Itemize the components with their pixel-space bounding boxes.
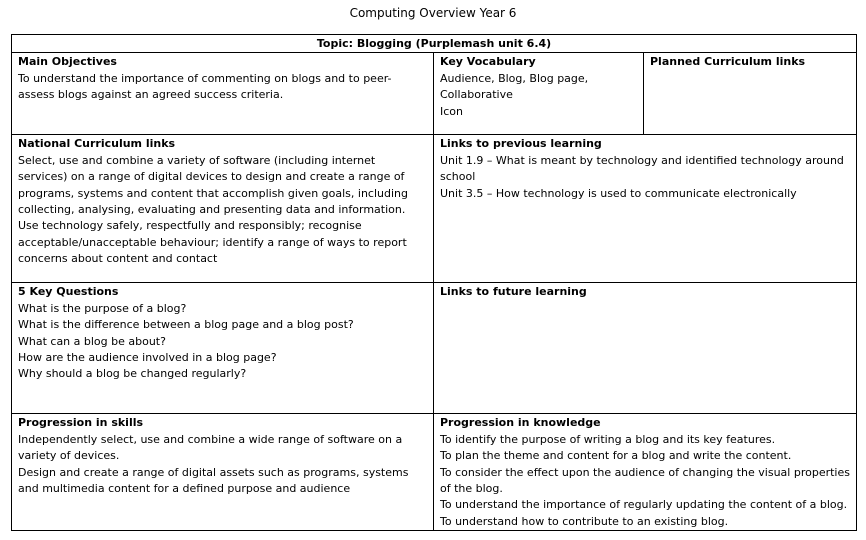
overview-table bbox=[11, 34, 857, 531]
key-question-item: Why should a blog be changed regularly? bbox=[18, 367, 247, 381]
progression-in-knowledge-heading: Progression in knowledge bbox=[440, 416, 601, 430]
links-to-previous-learning-heading: Links to previous learning bbox=[440, 137, 602, 151]
key-vocabulary-line: Collaborative bbox=[440, 88, 513, 102]
progression-in-skills-cell bbox=[12, 414, 434, 531]
skills-item: Independently select, use and combine a wide range of software on a variety of devices. bbox=[18, 432, 403, 463]
national-curriculum-paragraph: Use technology safely, respectfully and responsibly; recognise acceptable/unacceptable behaviour; identify a range of ways to report concerns about content and contact bbox=[18, 219, 407, 266]
skills-item: Design and create a range of digital assets such as programs, systems and multimedia content for a defined purpose and audience bbox=[18, 465, 409, 496]
links-to-future-learning-heading: Links to future learning bbox=[440, 285, 587, 299]
links-to-previous-learning-cell bbox=[434, 135, 857, 283]
previous-learning-item: Unit 1.9 – What is meant by technology and identified technology around school bbox=[440, 153, 844, 184]
key-question-item: What can a blog be about? bbox=[18, 334, 166, 348]
knowledge-item: To understand the importance of regularly updating the content of a blog. bbox=[440, 498, 848, 512]
key-vocabulary-cell bbox=[434, 53, 644, 135]
key-question-item: What is the difference between a blog page and a blog post? bbox=[18, 318, 354, 332]
key-questions-heading: 5 Key Questions bbox=[18, 285, 119, 299]
key-vocabulary-line: Audience, Blog, Blog page, bbox=[440, 71, 589, 85]
knowledge-item: To consider the effect upon the audience of changing the visual properties of the blog. bbox=[440, 465, 850, 496]
knowledge-item: To understand how to contribute to an existing blog. bbox=[440, 514, 729, 528]
main-objectives-heading: Main Objectives bbox=[18, 55, 117, 69]
progression-in-skills-heading: Progression in skills bbox=[18, 416, 144, 430]
national-curriculum-links-cell bbox=[12, 135, 434, 283]
key-questions-cell bbox=[12, 283, 434, 414]
key-question-item: How are the audience involved in a blog page? bbox=[18, 351, 277, 365]
knowledge-item: To identify the purpose of writing a blog and its key features. bbox=[440, 432, 776, 446]
key-question-item: What is the purpose of a blog? bbox=[18, 301, 187, 315]
knowledge-item: To plan the theme and content for a blog and write the content. bbox=[440, 449, 792, 463]
national-curriculum-paragraph: Select, use and combine a variety of software (including internet services) on a range of digital devices to design and create a range of programs, systems and content that accomplish given goals, including collecting, analysing, evaluating and presenting data and information. bbox=[18, 153, 409, 217]
topic-cell: Topic: Blogging (Purplemash unit 6.4) bbox=[12, 35, 857, 53]
key-vocabulary-heading: Key Vocabulary bbox=[440, 55, 536, 69]
planned-curriculum-links-heading: Planned Curriculum links bbox=[650, 55, 806, 69]
previous-learning-item: Unit 3.5 – How technology is used to communicate electronically bbox=[440, 186, 797, 200]
links-to-future-learning-cell bbox=[434, 283, 857, 414]
progression-in-knowledge-cell bbox=[434, 414, 857, 531]
main-objectives-cell bbox=[12, 53, 434, 135]
main-objectives-text: To understand the importance of commenting on blogs and to peer-assess blogs against an agreed success criteria. bbox=[18, 71, 392, 102]
planned-curriculum-links-cell bbox=[644, 53, 857, 135]
national-curriculum-links-heading: National Curriculum links bbox=[18, 137, 176, 151]
key-vocabulary-line: Icon bbox=[440, 104, 463, 118]
document-title: Computing Overview Year 6 bbox=[349, 6, 517, 20]
